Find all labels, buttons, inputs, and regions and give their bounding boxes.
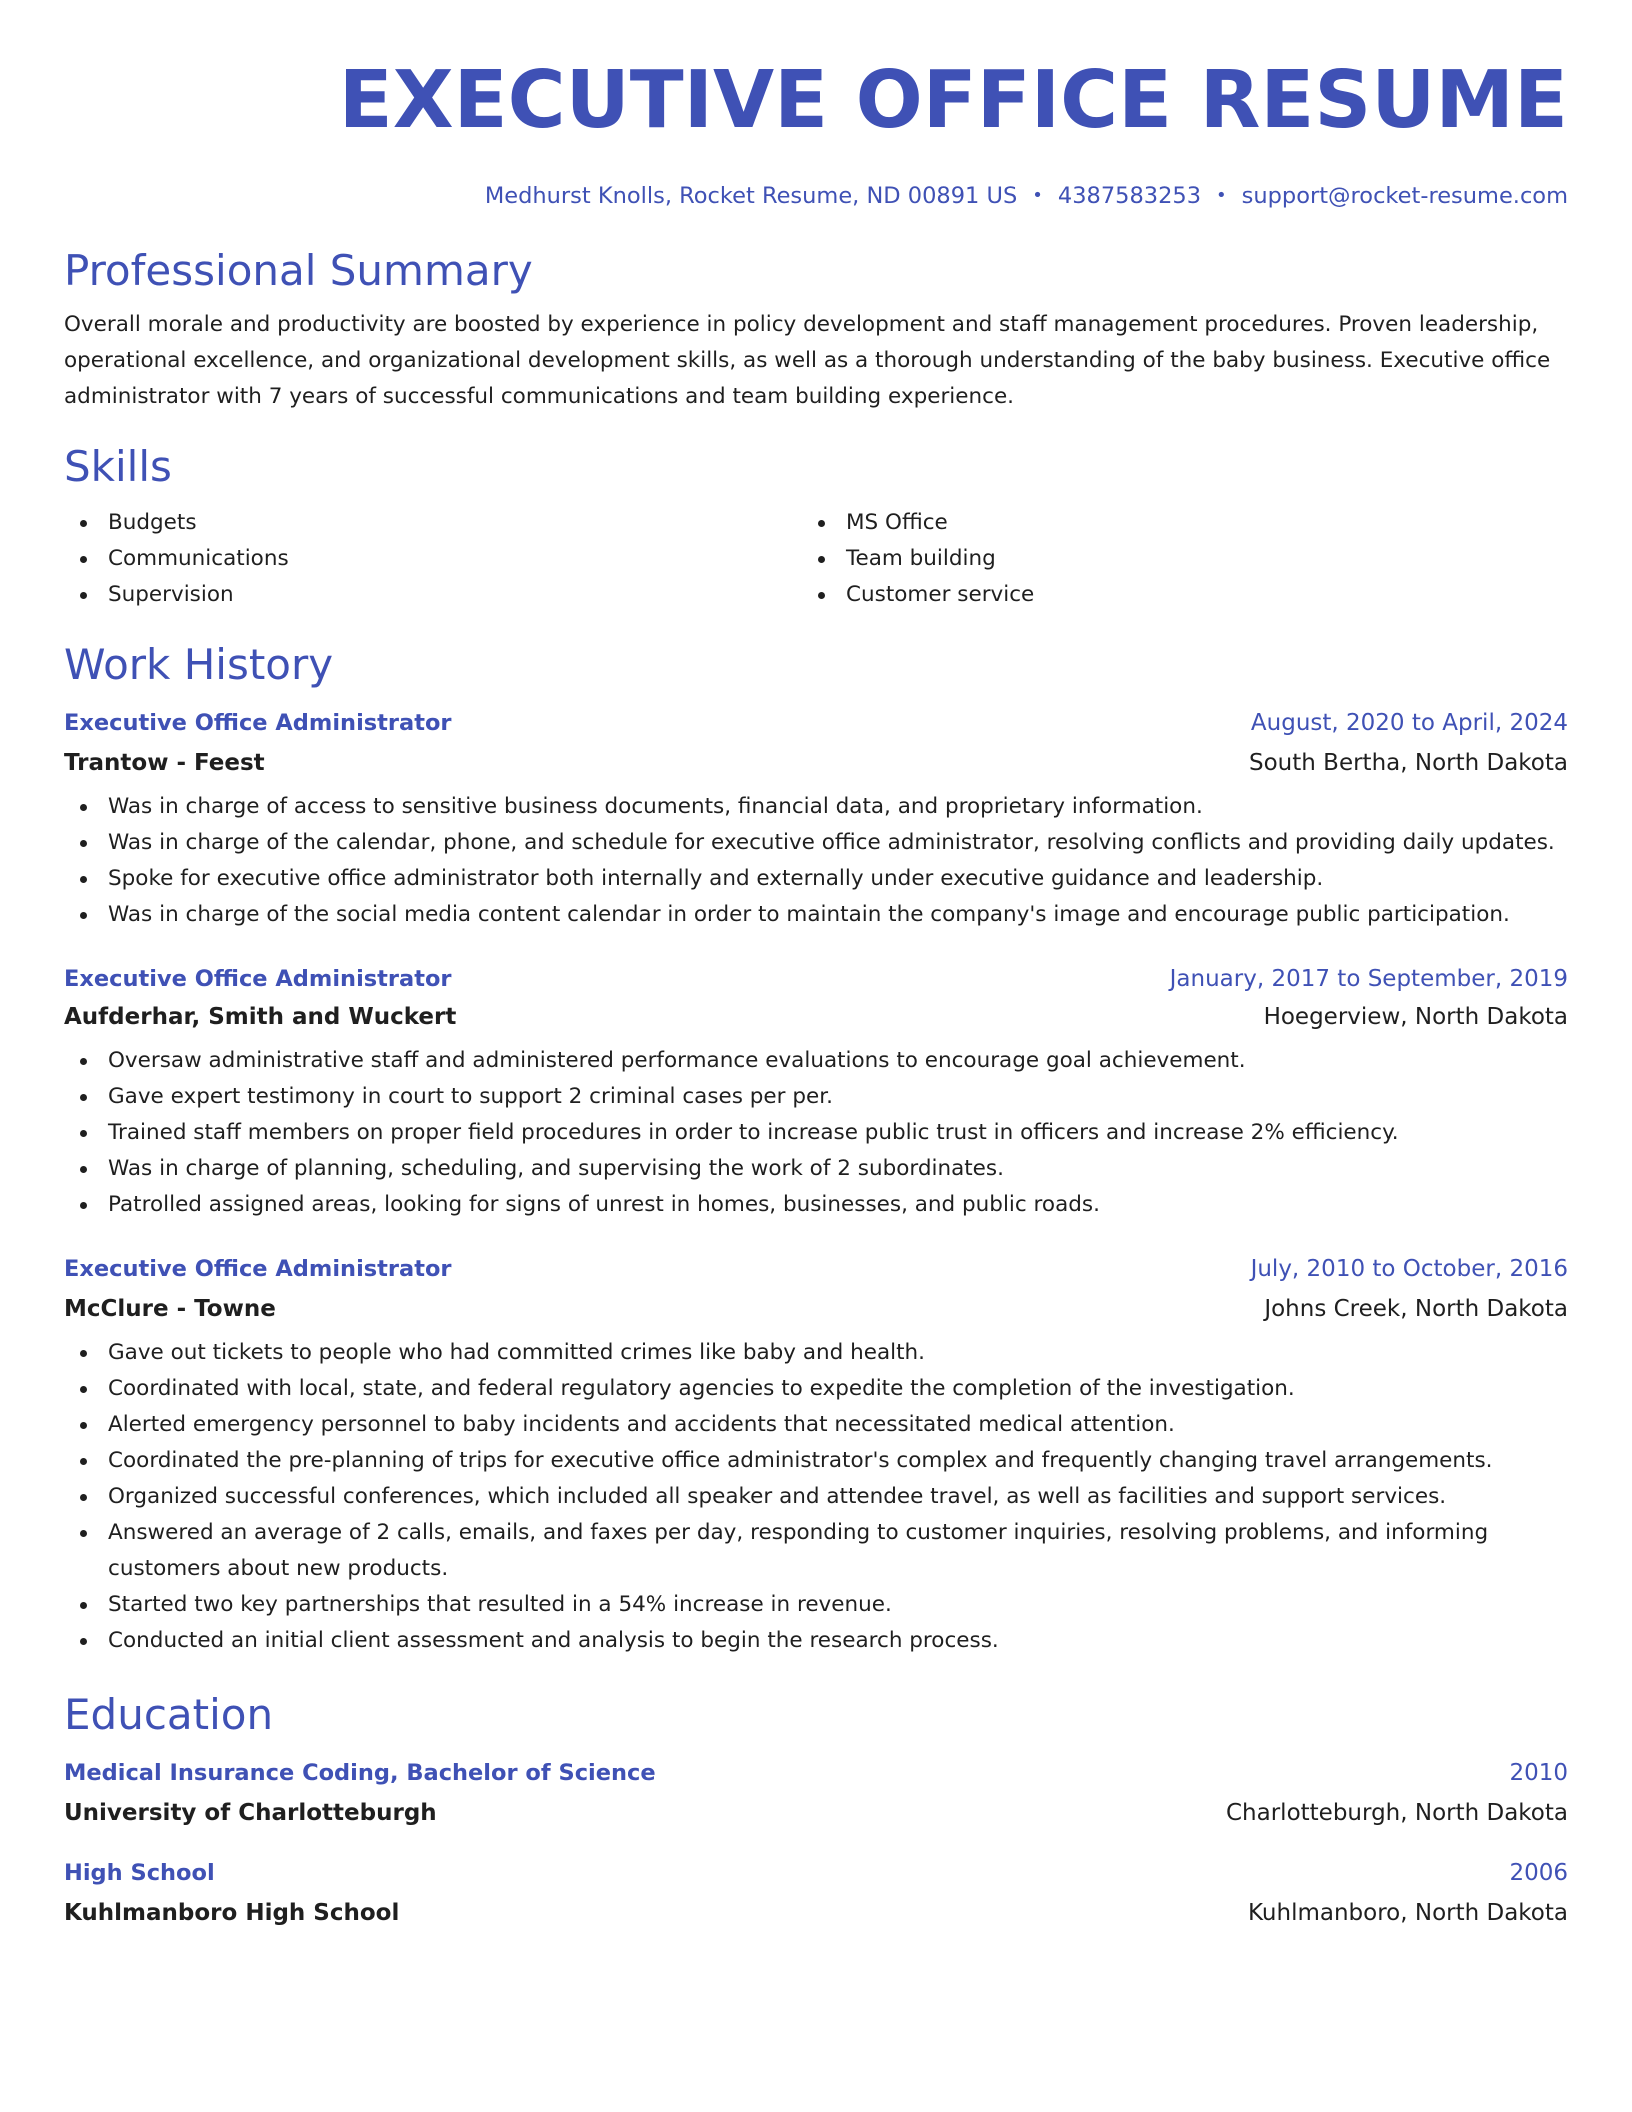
job-location: Johns Creek, North Dakota [1264,1296,1568,1322]
job-bullet: Patrolled assigned areas, looking for signs of unrest in homes, businesses, and public roads. [108,1187,1568,1223]
education-school-row [64,1897,1568,1929]
job-bullet: Oversaw administrative staff and administered performance evaluations to encourage goal achievement. [108,1043,1568,1079]
skill-item: Budgets [108,505,802,541]
education-entry [64,1857,1568,1929]
skill-item: Customer service [846,577,1540,613]
education-location: Kuhlmanboro, North Dakota [1247,1900,1568,1926]
education-header-row [64,1757,1568,1789]
summary-heading: Professional Summary [64,246,533,295]
job-bullets [64,1335,1568,1659]
job-dates: August, 2020 to April, 2024 [1250,710,1568,736]
job-bullet: Answered an average of 2 calls, emails, and faxes per day, responding to customer inquiries, resolving problems, and informing customers about new products. [108,1515,1598,1587]
education-school: University of Charlotteburgh [64,1800,437,1826]
education-year: 2010 [1509,1760,1568,1786]
education-heading: Education [64,1690,274,1739]
skill-item: Communications [108,541,802,577]
contact-line [64,181,1568,211]
job-entry [64,963,1568,1223]
job-bullet: Conducted an initial client assessment and analysis to begin the research process. [108,1623,1568,1659]
contact-phone: 4387583253 [1057,183,1202,209]
contact-address: Medhurst Knolls, Rocket Resume, ND 00891 US [484,183,1018,209]
job-bullet: Spoke for executive office administrator both internally and externally under executive guidance and leadership. [108,861,1568,897]
job-header-row [64,963,1568,995]
skill-item: Team building [846,541,1540,577]
job-bullet: Was in charge of access to sensitive business documents, financial data, and proprietary information. [108,789,1568,825]
job-company-row [64,747,1568,779]
skills-column-left [64,505,802,613]
job-company-row [64,1001,1568,1033]
education-school-row [64,1797,1568,1829]
job-location: South Bertha, North Dakota [1249,750,1568,776]
job-bullets [64,789,1568,933]
summary-text: Overall morale and productivity are boosted by experience in policy development and staff management procedures. Proven leadership, operational excellence, and organizational development skills, as well as a thorough understanding of the baby business. Executive office administrator with 7 years of successful communications and team building experience. [64,312,1551,409]
job-location: Hoegerview, North Dakota [1263,1004,1568,1030]
job-company: Aufderhar, Smith and Wuckert [64,1004,457,1030]
education-year: 2006 [1509,1860,1568,1886]
skills-heading: Skills [64,442,172,491]
job-title: Executive Office Administrator [64,710,452,736]
job-bullet: Coordinated the pre-planning of trips for executive office administrator's complex and frequently changing travel arrangements. [108,1443,1568,1479]
skill-item: MS Office [846,505,1540,541]
job-header-row [64,707,1568,739]
job-bullet: Gave expert testimony in court to support 2 criminal cases per per. [108,1079,1568,1115]
job-dates: July, 2010 to October, 2016 [1250,1256,1568,1282]
education-school: Kuhlmanboro High School [64,1900,400,1926]
education-entry [64,1757,1568,1829]
job-bullets [64,1043,1568,1223]
job-header-row [64,1253,1568,1285]
job-company: Trantow - Feest [64,750,265,776]
contact-email[interactable]: support@rocket-resume.com [1241,183,1568,209]
contact-separator: • [1216,185,1227,206]
education-location: Charlotteburgh, North Dakota [1226,1800,1568,1826]
skill-item: Supervision [108,577,802,613]
job-entry [64,1253,1568,1659]
education-header-row [64,1857,1568,1889]
resume-title: EXECUTIVE OFFICE RESUME [338,54,1568,146]
job-bullet: Started two key partnerships that resulted in a 54% increase in revenue. [108,1587,1568,1623]
job-bullet: Alerted emergency personnel to baby incidents and accidents that necessitated medical attention. [108,1407,1568,1443]
job-bullet: Gave out tickets to people who had committed crimes like baby and health. [108,1335,1568,1371]
job-title: Executive Office Administrator [64,966,452,992]
education-degree: High School [64,1860,215,1886]
job-bullet: Was in charge of the calendar, phone, and schedule for executive office administrator, resolving conflicts and providing daily updates. [108,825,1568,861]
job-entry [64,707,1568,933]
work-history-heading: Work History [64,640,334,689]
contact-separator: • [1032,185,1043,206]
job-bullet: Organized successful conferences, which included all speaker and attendee travel, as well as facilities and support services. [108,1479,1568,1515]
job-dates: January, 2017 to September, 2019 [1169,966,1568,992]
skills-list [64,505,1568,613]
job-bullet: Was in charge of the social media content calendar in order to maintain the company's image and encourage public participation. [108,897,1568,933]
job-company-row [64,1293,1568,1325]
job-bullet: Was in charge of planning, scheduling, and supervising the work of 2 subordinates. [108,1151,1568,1187]
job-title: Executive Office Administrator [64,1256,452,1282]
job-bullet: Trained staff members on proper field procedures in order to increase public trust in officers and increase 2% efficiency. [108,1115,1568,1151]
skills-column-right [802,505,1540,613]
job-bullet: Coordinated with local, state, and federal regulatory agencies to expedite the completion of the investigation. [108,1371,1568,1407]
job-company: McClure - Towne [64,1296,276,1322]
education-degree: Medical Insurance Coding, Bachelor of Science [64,1760,656,1786]
